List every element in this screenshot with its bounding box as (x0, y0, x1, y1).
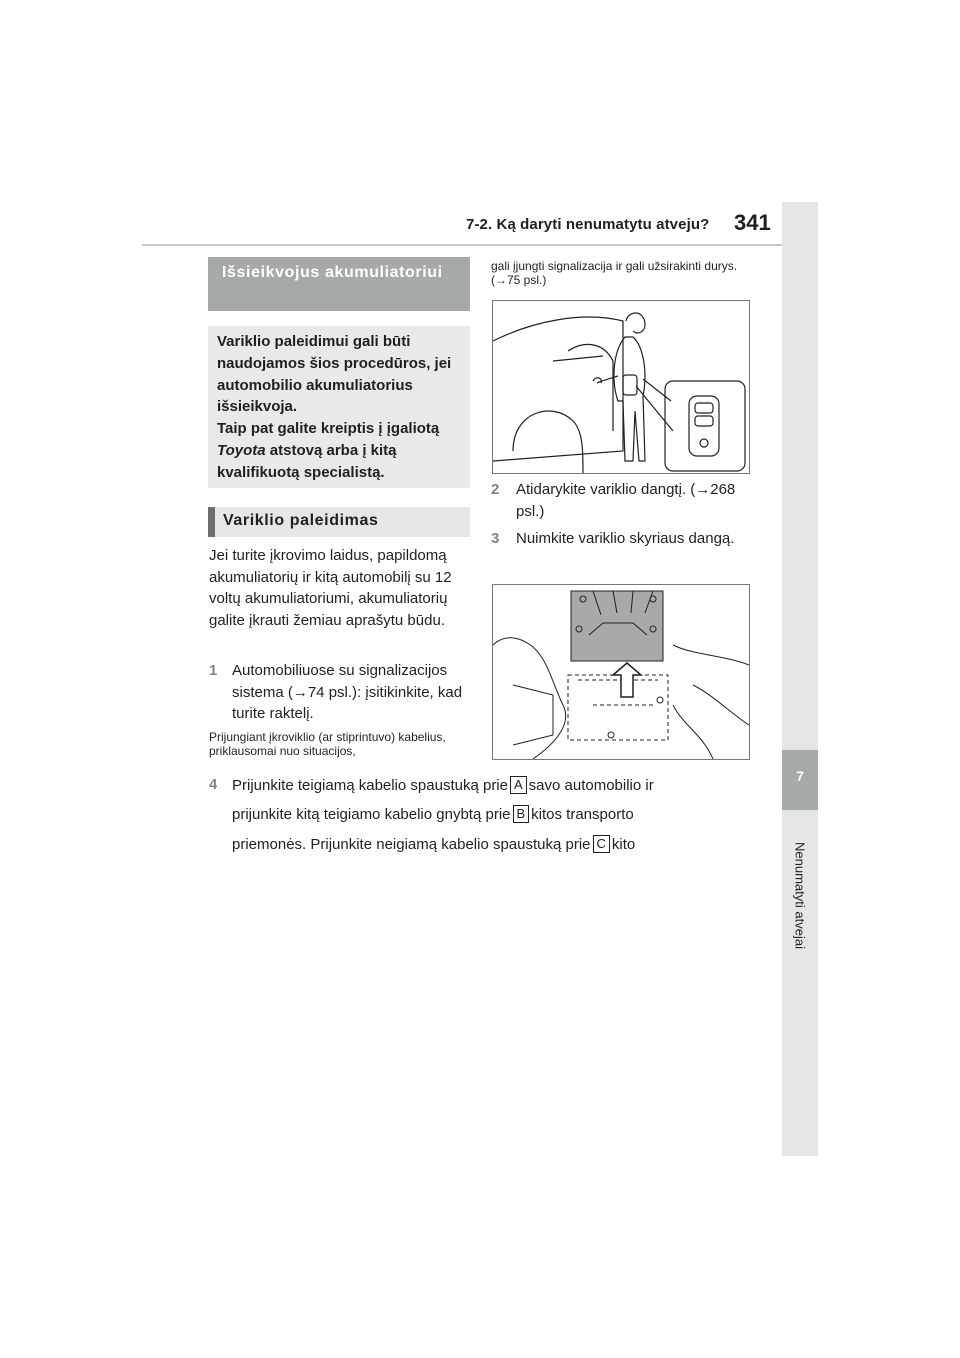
label-a: A (510, 776, 527, 794)
info-box-text (217, 331, 465, 484)
step-4-text-e: priemonės. Prijunkite neigiamą kabelio spaustuką prie (232, 836, 591, 853)
info-text-2c: atstovą arba į kitą kvalifikuotą specialistą. (217, 441, 397, 481)
section-heading: Išsieikvojus akumuliatoriui (222, 264, 443, 281)
label-c: C (593, 835, 610, 853)
page-number: 341 (734, 210, 771, 235)
side-tab-top (782, 202, 818, 750)
step-4-line-2 (232, 805, 634, 823)
info-text-1: Variklio paleidimui gali būti naudojamos šios procedūros, jei automobilio akumuliatorius išsieikvoja. (217, 333, 452, 416)
brand-name: Toyota (217, 441, 266, 459)
subsection-heading-bar (208, 507, 215, 537)
step-1 (209, 660, 471, 722)
chapter-label: Nenumatyti atvejai (792, 842, 808, 949)
engine-compartment-illustration (493, 585, 749, 759)
chapter-number: 7 (796, 768, 804, 784)
header-divider (142, 244, 782, 246)
label-b: B (513, 805, 530, 823)
car-door-illustration (493, 301, 749, 473)
step-text: Atidarykite variklio dangtį. (→268 psl.) (516, 481, 736, 520)
step-3 (491, 528, 753, 550)
note-part-1: Prijungiant įkroviklio (ar stiprintuvo) kabelius, priklausomai nuo situacijos, (209, 730, 446, 758)
step-4-text-f: kito (611, 836, 636, 853)
step-4-text-b: savo automobilio ir (528, 777, 654, 794)
step-2 (491, 479, 753, 520)
step-number: 4 (209, 776, 218, 793)
subsection-heading: Variklio paleidimas (223, 512, 379, 529)
step-number: 1 (209, 662, 218, 679)
section-header-title: 7-2. Ką daryti nenumatytu atveju? (466, 216, 710, 233)
step-4-text-a: Prijunkite teigiamą kabelio spaustuką prie (232, 777, 508, 794)
note-part-2: gali įjungti signalizacija ir gali užsirakinti durys. (→75 psl.) (491, 259, 738, 287)
step-number: 3 (491, 530, 500, 547)
step-4-line-3 (232, 835, 635, 853)
step-text: Automobiliuose su signalizacijos sistema (→74 psl.): įsitikinkite, kad turite raktelį. (232, 662, 463, 722)
illustration-person-at-car-door (492, 300, 750, 474)
info-text-2a: Taip pat galite kreiptis į įgaliotą (217, 420, 440, 438)
step-text: Nuimkite variklio skyriaus dangą. (516, 530, 735, 547)
step-4-text-d: kitos transporto (531, 806, 634, 823)
step-4-text-c: prijunkite kitą teigiamo kabelio gnybtą prie (232, 806, 511, 823)
intro-paragraph: Jei turite įkrovimo laidus, papildomą akumuliatorių ir kitą automobilį su 12 voltų akumuliatoriumi, akumuliatorių galite įkrauti žemiau aprašytu būdu. (209, 547, 452, 629)
step-4-line-1 (232, 776, 654, 794)
step-number: 2 (491, 481, 500, 498)
illustration-engine-cover (492, 584, 750, 760)
